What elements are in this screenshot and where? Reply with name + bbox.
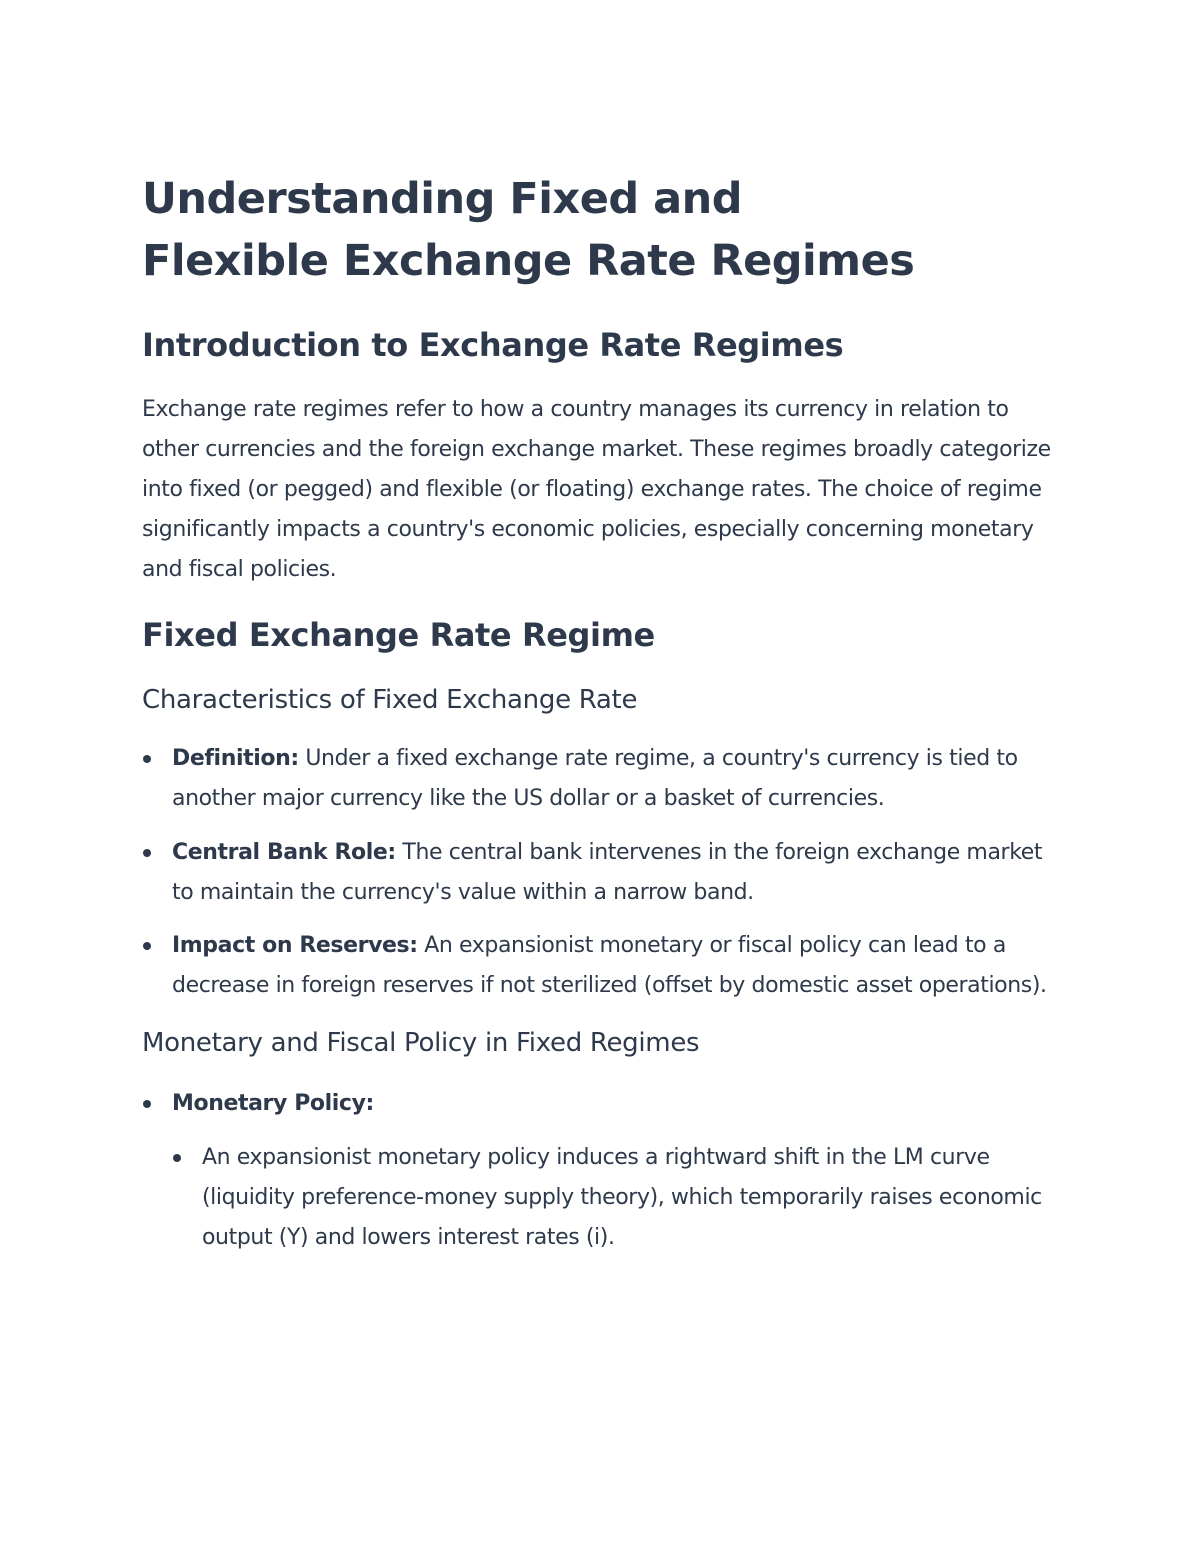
list-item xyxy=(142,926,1062,1006)
bullet-icon xyxy=(143,942,151,950)
intro-heading: Introduction to Exchange Rate Regimes xyxy=(142,326,844,364)
item-term: Central Bank Role: xyxy=(172,840,396,865)
sub-list-item xyxy=(172,1138,1062,1258)
sub-item-text: An expansionist monetary policy induces a rightward shift in the LM curve (liquidity preference-money supply theory), which temporarily raises economic output (Y) and lowers interest rates (i). xyxy=(202,1145,1042,1250)
item-term: Monetary Policy: xyxy=(172,1091,374,1116)
item-text: Under a fixed exchange rate regime, a country's currency is tied to another major currency like the US dollar or a basket of currencies. xyxy=(172,746,1018,811)
document-title: Understanding Fixed and Flexible Exchange Rate Regimes xyxy=(142,174,915,286)
intro-paragraph: Exchange rate regimes refer to how a country manages its currency in relation to other currencies and the foreign exchange market. These regimes broadly categorize into fixed (or pegged) and flexible (or floating) exchange rates. The choice of regime significantly impacts a country's economic policies, especially concerning monetary and fiscal policies. xyxy=(142,397,1051,582)
bullet-icon xyxy=(143,755,151,763)
item-text: The central bank intervenes in the foreign exchange market to maintain the currency's value within a narrow band. xyxy=(172,840,1043,905)
list-item xyxy=(142,739,1062,819)
list-item xyxy=(142,833,1062,913)
fixed-regime-heading: Fixed Exchange Rate Regime xyxy=(142,616,655,654)
sub-list xyxy=(172,1138,1062,1258)
characteristics-list xyxy=(142,739,1062,1006)
item-term: Definition: xyxy=(172,746,299,771)
bullet-icon xyxy=(173,1154,181,1162)
item-text: An expansionist monetary or fiscal policy can lead to a decrease in foreign reserves if not sterilized (offset by domestic asset operations). xyxy=(172,933,1047,998)
policy-list xyxy=(142,1084,1062,1258)
policy-heading: Monetary and Fiscal Policy in Fixed Regimes xyxy=(142,1028,700,1058)
bullet-icon xyxy=(143,1100,151,1108)
document-page xyxy=(142,168,1062,1258)
item-term: Impact on Reserves: xyxy=(172,933,418,958)
characteristics-heading: Characteristics of Fixed Exchange Rate xyxy=(142,685,638,715)
list-item xyxy=(142,1084,1062,1258)
bullet-icon xyxy=(143,849,151,857)
